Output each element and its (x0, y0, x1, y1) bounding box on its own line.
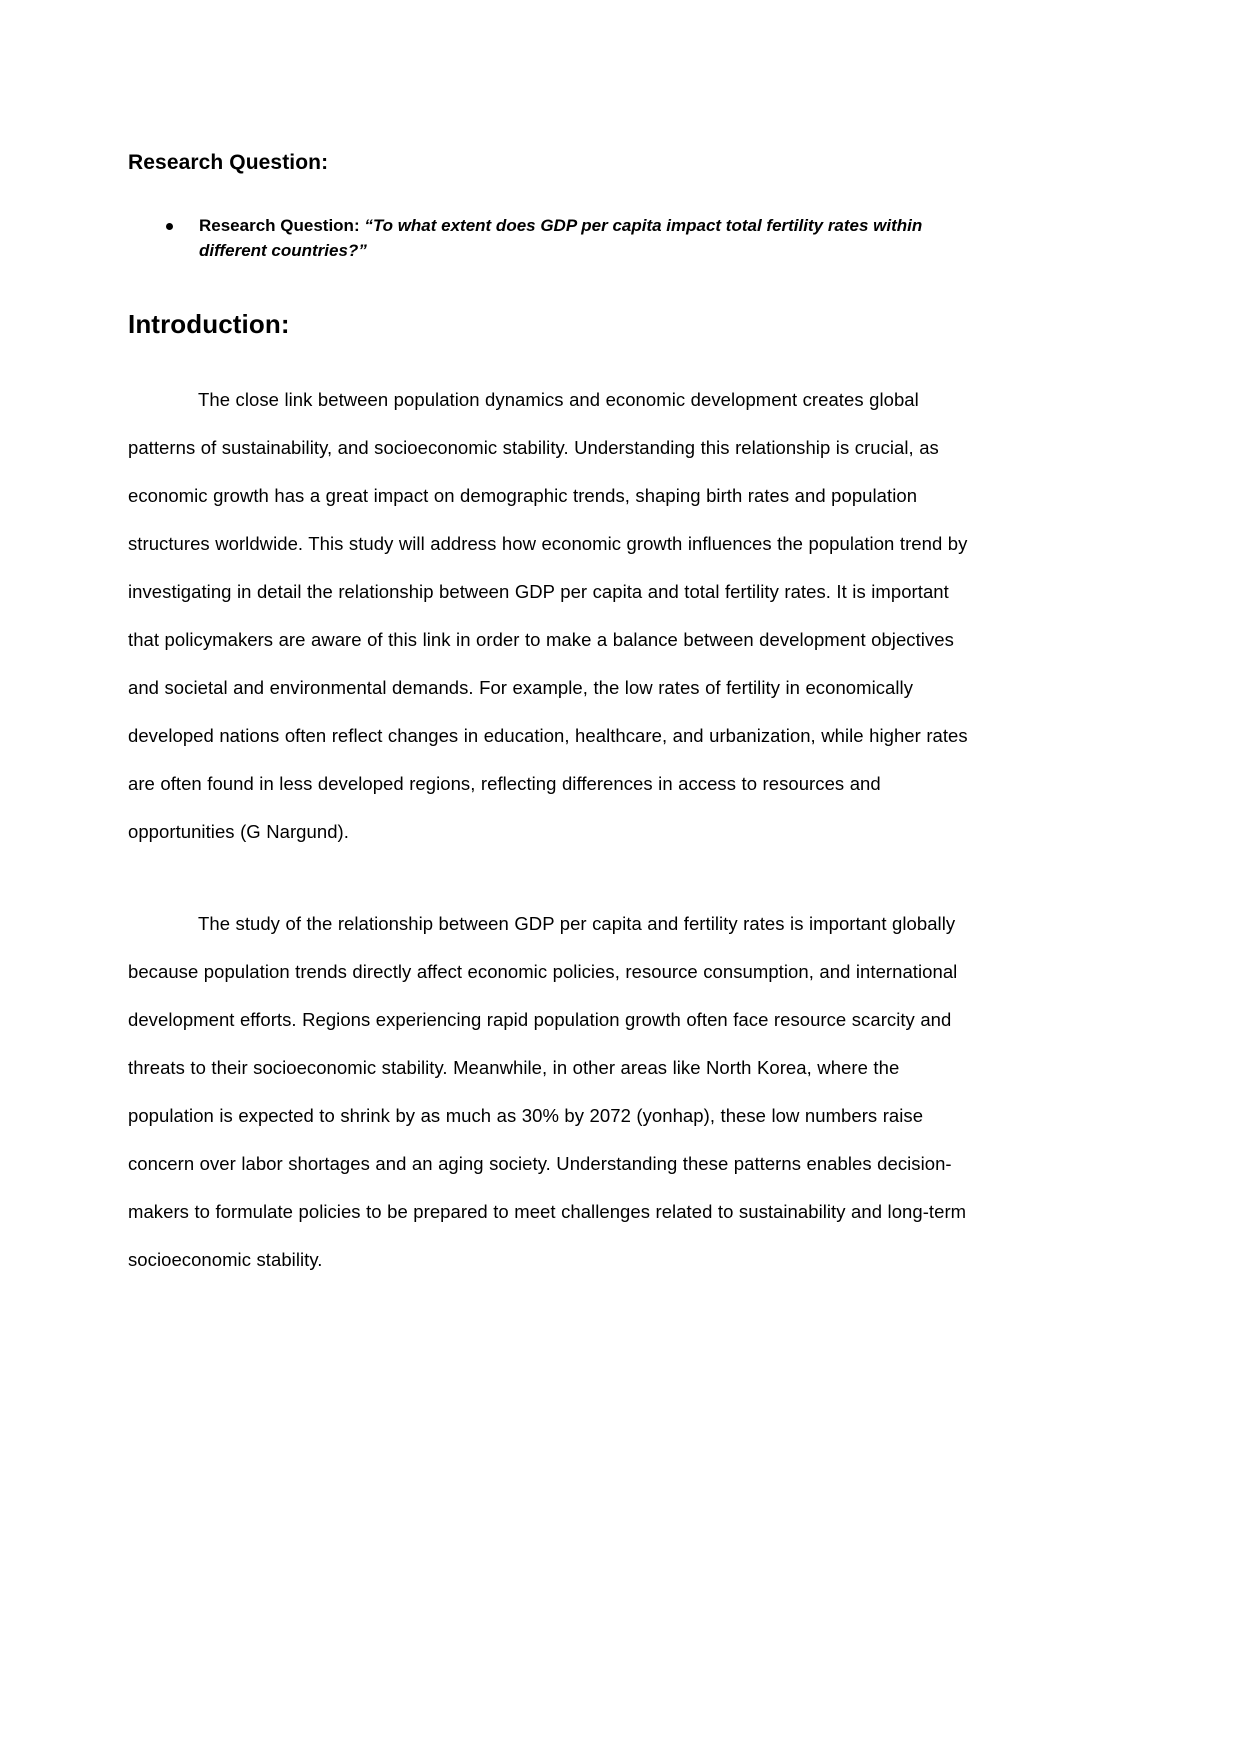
introduction-body (128, 376, 976, 1284)
introduction-paragraph-1: The close link between population dynamics and economic development creates global patterns of sustainability, and socioeconomic stability. Understanding this relationship is crucial, as economic growth has a great impact on demographic trends, shaping birth rates and population structures worldwide. This study will address how economic growth influences the population trend by investigating in detail the relationship between GDP per capita and total fertility rates. It is important that policymakers are aware of this link in order to make a balance between development objectives and societal and environmental demands. For example, the low rates of fertility in economically developed nations often reflect changes in education, healthcare, and urbanization, while higher rates are often found in less developed regions, reflecting differences in access to resources and opportunities (G Nargund). (128, 389, 968, 843)
introduction-section (128, 308, 976, 1285)
list-item (128, 214, 976, 263)
document-content (128, 150, 976, 1284)
research-question-list (128, 214, 976, 263)
research-question-item-quote: “To what extent does GDP per capita impact total fertility rates within different countries?” (199, 216, 923, 260)
bullet-dot-icon (166, 223, 173, 230)
research-question-heading: Research Question: (128, 151, 329, 174)
introduction-paragraph-2: The study of the relationship between GDP per capita and fertility rates is important globally because population trends directly affect economic policies, resource consumption, and international development efforts. Regions experiencing rapid population growth often face resource scarcity and threats to their socioeconomic stability. Meanwhile, in other areas like North Korea, where the population is expected to shrink by as much as 30% by 2072 (yonhap), these low numbers raise concern over labor shortages and an aging society. Understanding these patterns enables decision-makers to formulate policies to be prepared to meet challenges related to sustainability and long-term socioeconomic stability. (128, 913, 967, 1271)
introduction-heading: Introduction: (128, 308, 290, 339)
research-question-item-label: Research Question: (199, 216, 365, 236)
